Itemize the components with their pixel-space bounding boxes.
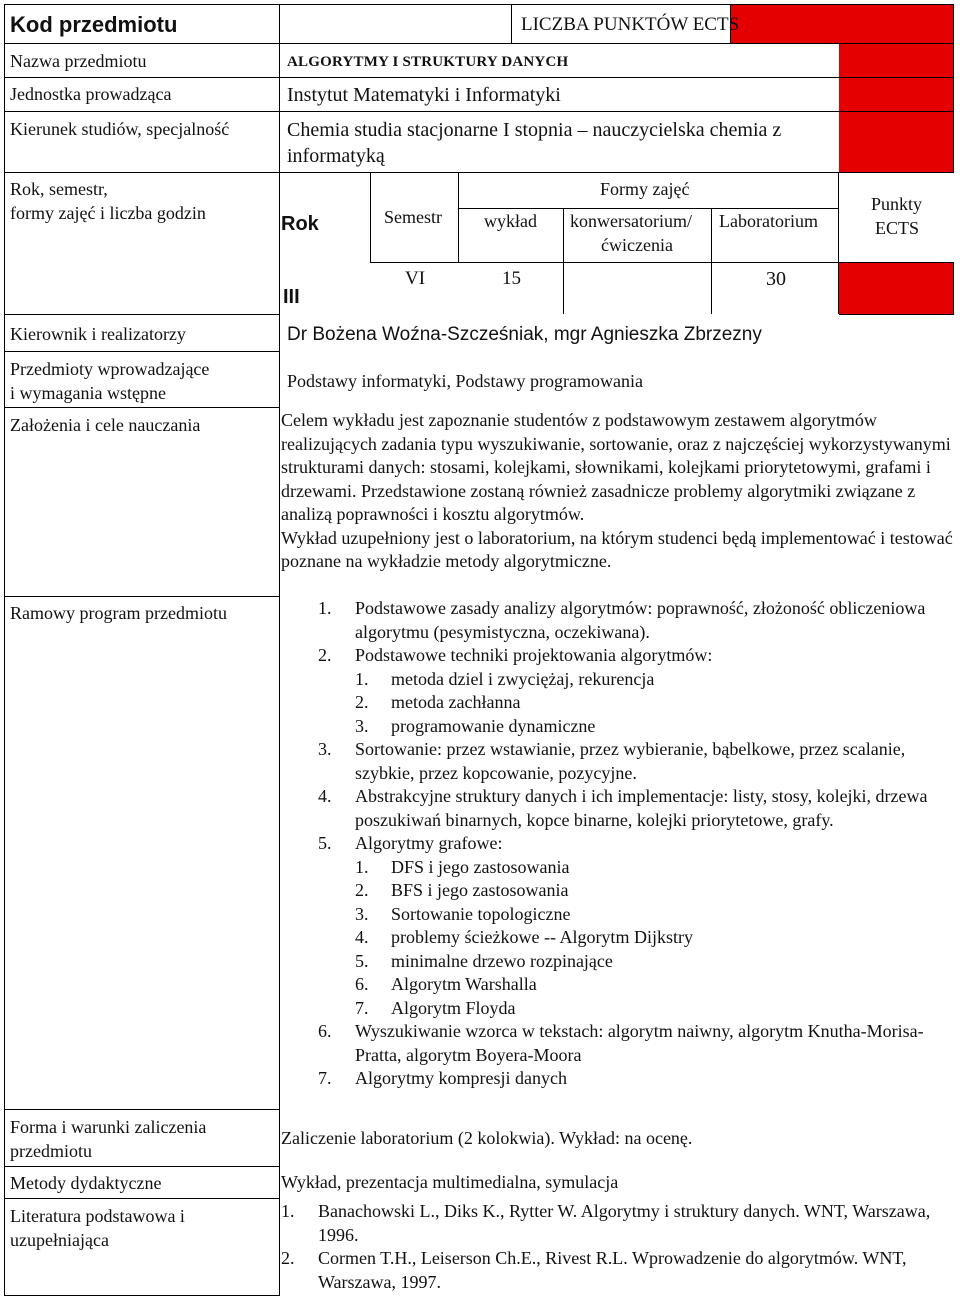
program-item-text: Podstawowe zasady analizy algorytmów: poprawność, złożoność obliczeniowa algorytmu (pesymistyczna, oczekiwana).: [355, 598, 926, 642]
literature-item-number: 1.: [281, 1201, 295, 1221]
label-rok-line1: Rok, semestr,: [10, 179, 108, 199]
program-item-text: Algorytmy kompresji danych: [355, 1068, 567, 1088]
label-kierownik: Kierownik i realizatorzy: [10, 324, 186, 344]
schedule-rok-value: III: [283, 286, 300, 308]
program-subitem: [281, 668, 953, 692]
label-zalozenia: Założenia i cele nauczania: [10, 415, 201, 435]
program-list: [281, 597, 953, 1091]
schedule-punkty-header-line2: ECTS: [875, 218, 920, 238]
literature-item: [281, 1247, 941, 1294]
course-unit: Instytut Matematyki i Informatyki: [287, 84, 561, 106]
program-subitem-number: 3.: [355, 715, 369, 736]
literature-item-text: Banachowski L., Diks K., Rytter W. Algorytmy i struktury danych. WNT, Warszawa, 1996.: [318, 1201, 931, 1245]
program-subitem-number: 7.: [355, 997, 369, 1018]
course-field: Chemia studia stacjonarne I stopnia – nauczycielska chemia z informatyką: [287, 119, 782, 167]
program-subitem-text: metoda dziel i zwyciężaj, rekurencja: [391, 668, 655, 689]
program-item: [281, 832, 953, 856]
program-subitem: [281, 903, 953, 927]
course-goals-paragraph-1: Celem wykładu jest zapoznanie studentów z podstawowym zestawem algorytmów realizujących zadania typu wyszukiwanie, sortowanie, oraz z najczęściej wykorzystywanymi strukturami danych: stosami, kolejkami, słownikami, kolejkami priorytetowymi, grafami i drzewami. Przedstawione zostaną również zasadnicze problemy algorytmiki związane z analizą poprawności i kosztu algorytmów.: [281, 410, 951, 524]
label-metody: Metody dydaktyczne: [10, 1173, 162, 1193]
program-item-text: Sortowanie: przez wstawianie, przez wybieranie, bąbelkowe, przez scalanie, szybkie, przez kopcowanie, pozycyjne.: [355, 739, 906, 783]
program-subitem-text: DFS i jego zastosowania: [391, 856, 570, 877]
program-subitem: [281, 926, 953, 950]
program-item-text: Algorytmy grafowe:: [355, 833, 503, 853]
course-goals-paragraph-2: Wykład uzupełniony jest o laboratorium, na którym studenci będą implementować i testować poznane na wykładzie metody algorytmiczne.: [281, 527, 953, 571]
label-kierunek: Kierunek studiów, specjalność: [10, 119, 230, 139]
label-nazwa: Nazwa przedmiotu: [10, 51, 147, 71]
label-ramowy: Ramowy program przedmiotu: [10, 603, 227, 623]
methods-text: Wykład, prezentacja multimedialna, symulacja: [281, 1172, 619, 1192]
label-forma: Forma i warunki zaliczenia przedmiotu: [10, 1117, 207, 1161]
program-item-number: 1.: [318, 598, 332, 618]
program-subitem-text: Sortowanie topologiczne: [391, 903, 571, 924]
program-item-number: 4.: [318, 786, 332, 806]
program-subitem-number: 1.: [355, 668, 369, 689]
schedule-lab-value: 30: [766, 268, 786, 290]
course-goals: [281, 409, 957, 574]
program-subitem: [281, 973, 953, 997]
course-name: ALGORYTMY I STRUKTURY DANYCH: [287, 54, 569, 70]
literature-item: [281, 1200, 941, 1247]
program-subitem-text: problemy ścieżkowe -- Algorytm Dijkstry: [391, 927, 693, 947]
label-przedmioty-line1: Przedmioty wprowadzające: [10, 359, 210, 379]
page-title: Kod przedmiotu: [10, 12, 178, 37]
schedule-formy-header: Formy zajęć: [600, 179, 690, 199]
ects-points-highlight: [839, 262, 953, 314]
program-subitem-number: 2.: [355, 880, 369, 900]
literature-list: [281, 1200, 941, 1294]
program-subitem-number: 1.: [355, 856, 369, 877]
schedule-punkty-header-line1: Punkty: [871, 194, 923, 214]
program-subitem: [281, 856, 953, 880]
label-rok-line2: formy zajęć i liczba godzin: [10, 203, 206, 223]
program-item-text: Podstawowe techniki projektowania algorytmów:: [355, 645, 713, 665]
program-item: [281, 1067, 953, 1091]
assessment-text: Zaliczenie laboratorium (2 kolokwia). Wykład: na ocenę.: [281, 1128, 693, 1148]
program-subitem-text: Algorytm Floyda: [391, 997, 516, 1018]
program-item-number: 5.: [318, 833, 332, 853]
program-item-text: Wyszukiwanie wzorca w tekstach: algorytm naiwny, algorytm Knutha-Morisa-Pratta, algorytm Boyera-Moora: [355, 1021, 924, 1065]
schedule-semestr-header: Semestr: [384, 207, 442, 227]
literature-item-text: Cormen T.H., Leiserson Ch.E., Rivest R.L. Wprowadzenie do algorytmów. WNT, Warszawa, 1997.: [318, 1248, 907, 1292]
schedule-rok-header: Rok: [281, 213, 319, 235]
program-subitem-number: 6.: [355, 974, 369, 994]
program-subitem: [281, 691, 953, 715]
schedule-konw-header-line1: konwersatorium/: [570, 211, 692, 231]
program-item: [281, 644, 953, 668]
schedule-lab-header: Laboratorium: [719, 211, 818, 231]
program-subitem-text: metoda zachłanna: [391, 692, 521, 712]
literature-item-number: 2.: [281, 1248, 295, 1268]
label-przedmioty-line2: i wymagania wstępne: [10, 383, 166, 403]
ects-label: LICZBA PUNKTÓW ECTS: [521, 14, 740, 35]
label-jednostka: Jednostka prowadząca: [10, 84, 172, 104]
schedule-wyklad-value: 15: [502, 268, 521, 289]
program-subitem-text: Algorytm Warshalla: [391, 974, 537, 994]
schedule-wyklad-header: wykład: [484, 211, 537, 231]
program-subitem-number: 3.: [355, 903, 369, 924]
program-subitem: [281, 950, 953, 974]
program-subitem-number: 2.: [355, 692, 369, 712]
program-subitem-text: BFS i jego zastosowania: [391, 880, 569, 900]
program-subitem: [281, 715, 953, 739]
course-prerequisites: Podstawy informatyki, Podstawy programowania: [287, 371, 643, 391]
program-item-number: 6.: [318, 1021, 332, 1041]
program-subitem: [281, 879, 953, 903]
ects-value-highlight: [731, 5, 953, 43]
program-item-text: Abstrakcyjne struktury danych i ich implementacje: listy, stosy, kolejki, drzewa poszukiwań binarnych, kopce binarne, kolejki priorytetowe, grafy.: [355, 786, 928, 830]
label-literatura: Literatura podstawowa i uzupełniająca: [10, 1206, 185, 1250]
program-subitem-text: minimalne drzewo rozpinające: [391, 950, 613, 971]
schedule-konw-header-line2: ćwiczenia: [601, 235, 673, 255]
schedule-semestr-value: VI: [405, 268, 426, 289]
program-subitem: [281, 997, 953, 1021]
program-item-number: 7.: [318, 1068, 332, 1088]
program-item: [281, 597, 953, 644]
program-item: [281, 785, 953, 832]
program-subitem-number: 4.: [355, 927, 369, 947]
course-leaders: Dr Bożena Woźna-Szcześniak, mgr Agnieszka Zbrzezny: [287, 324, 762, 345]
program-item-number: 2.: [318, 645, 332, 665]
program-subitem-number: 5.: [355, 950, 369, 971]
program-item: [281, 1020, 953, 1067]
program-item: [281, 738, 953, 785]
program-item-number: 3.: [318, 739, 332, 759]
program-subitem-text: programowanie dynamiczne: [391, 715, 596, 736]
